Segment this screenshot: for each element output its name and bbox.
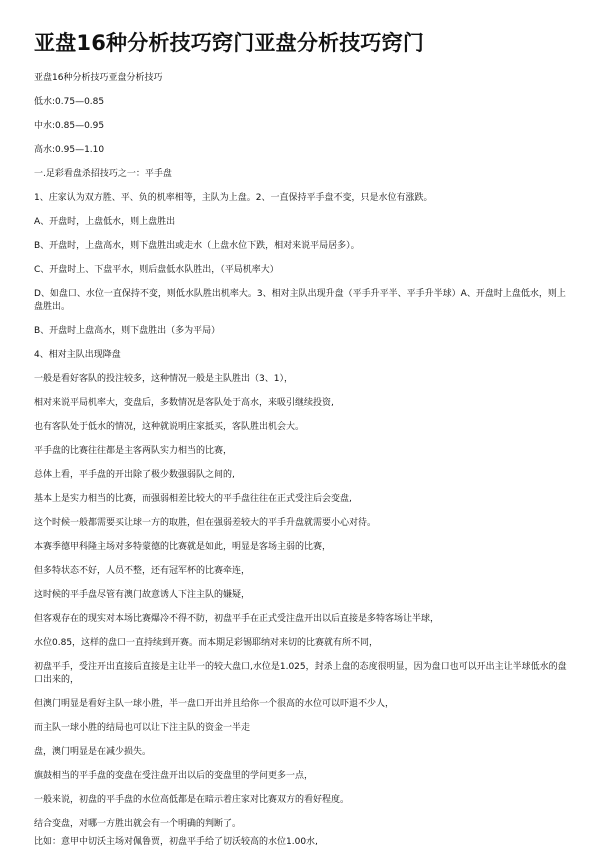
- paragraph-case-a: A、开盘时，上盘低水，则上盘胜出: [34, 217, 176, 227]
- paragraph-low-odds: 低水:0.75—0.85: [34, 97, 105, 107]
- paragraph-line: 但多特状态不好，人员不整，还有冠军杯的比赛牵连，: [34, 566, 251, 576]
- paragraph-line: 但客观存在的现实对本场比赛爆冷不得不防，初盘平手在正式受注盘开出以后直接是多特客场让半球，: [34, 614, 440, 624]
- paragraph-case-c: C、开盘时上、下盘平水，则后盘低水队胜出，（平局机率大）: [34, 265, 279, 275]
- paragraph-line: 总体上看，平手盘的开出除了极少数强弱队之间的,: [34, 470, 235, 480]
- paragraph-line: 本赛季德甲科隆主场对多特蒙德的比赛就是如此，明显是客场主弱的比赛，: [34, 542, 332, 552]
- paragraph-line: 一般来说，初盘的平手盘的水位高低都是在暗示着庄家对比赛双方的看好程度。: [34, 795, 350, 805]
- paragraph-line: 初盘平手，受注开出直接后直接是主让半一的较大盘口,水位是1.025，封杀上盘的态度很明显，因为盘口也可以开出主让半球低水的盘口出来的，: [34, 662, 567, 685]
- paragraph-line: 这时候的平手盘尽管有澳门故意诱人下注主队的嫌疑，: [34, 590, 251, 600]
- paragraph-high-odds: 高水:0.95—1.10: [34, 145, 105, 155]
- paragraph-line: 相对来说平局机率大，变盘后，多数情况是客队处于高水，来吸引继续投资,: [34, 398, 334, 408]
- paragraph-case-d: D、如盘口、水位一直保持不变，则低水队胜出机率大。3、相对主队出现升盘（平手升平半、平手升半球）A、开盘时上盘低水，则上盘胜出。: [34, 289, 566, 312]
- paragraph-line: 比如：意甲中切沃主场对佩鲁贾，初盘平手给了切沃较高的水位1.00水,: [34, 837, 318, 847]
- paragraph-intro: 亚盘16种分析技巧亚盘分析技巧: [34, 73, 163, 83]
- paragraph-case-b: B、开盘时，上盘高水，则下盘胜出或走水（上盘水位下跌，相对来说平局居多）。: [34, 241, 360, 251]
- paragraph-mid-odds: 中水:0.85—0.95: [34, 121, 105, 131]
- paragraph-line: 但澳门明显是看好主队一球小胜，半一盘口开出并且给你一个很高的水位可以吓退不少人，: [34, 699, 395, 709]
- paragraph-point-1-2: 1、庄家认为双方胜、平、负的机率相等，主队为上盘。2、一直保持平手盘不变，只是水位有涨跌。: [34, 193, 433, 203]
- paragraph-line: 一般是看好客队的投注较多，这种情况一般是主队胜出（3、1），: [34, 374, 293, 384]
- paragraph-line: 旗鼓相当的平手盘的变盘在受注盘开出以后的变盘里的学问更多一点，: [34, 771, 314, 781]
- paragraph-point-4: 4、相对主队出现降盘: [34, 350, 121, 360]
- paragraph-line: 而主队一球小胜的结局也可以让下注主队的资金一半走: [34, 723, 251, 733]
- paragraph-line: 结合变盘，对哪一方胜出就会有一个明确的判断了。: [34, 819, 242, 829]
- document-title: 亚盘16种分析技巧窍门亚盘分析技巧窍门: [34, 31, 425, 55]
- section-heading-level-ball: 一.足彩看盘杀招技巧之一：平手盘: [34, 169, 172, 179]
- paragraph-line: 盘，澳门明显是在减少损失。: [34, 747, 152, 757]
- paragraph-line: 也有客队处于低水的情况，这种就说明庄家抵买，客队胜出机会大。: [34, 422, 305, 432]
- paragraph-line: 这个时候一般都需要买让球一方的取胜，但在强弱差较大的平手升盘就需要小心对待。: [34, 518, 377, 528]
- paragraph-line: 基本上是实力相当的比赛，而强弱相差比较大的平手盘往往在正式受注后会变盘,: [34, 494, 352, 504]
- paragraph-line: 平手盘的比赛往往都是主客两队实力相当的比赛，: [34, 446, 233, 456]
- paragraph-case-b-2: B、开盘时上盘高水，则下盘胜出（多为平局）: [34, 326, 221, 336]
- paragraph-line: 水位0.85，这样的盘口一直持续到开赛。而本期足彩锡耶纳对来切的比赛就有所不同，: [34, 638, 379, 648]
